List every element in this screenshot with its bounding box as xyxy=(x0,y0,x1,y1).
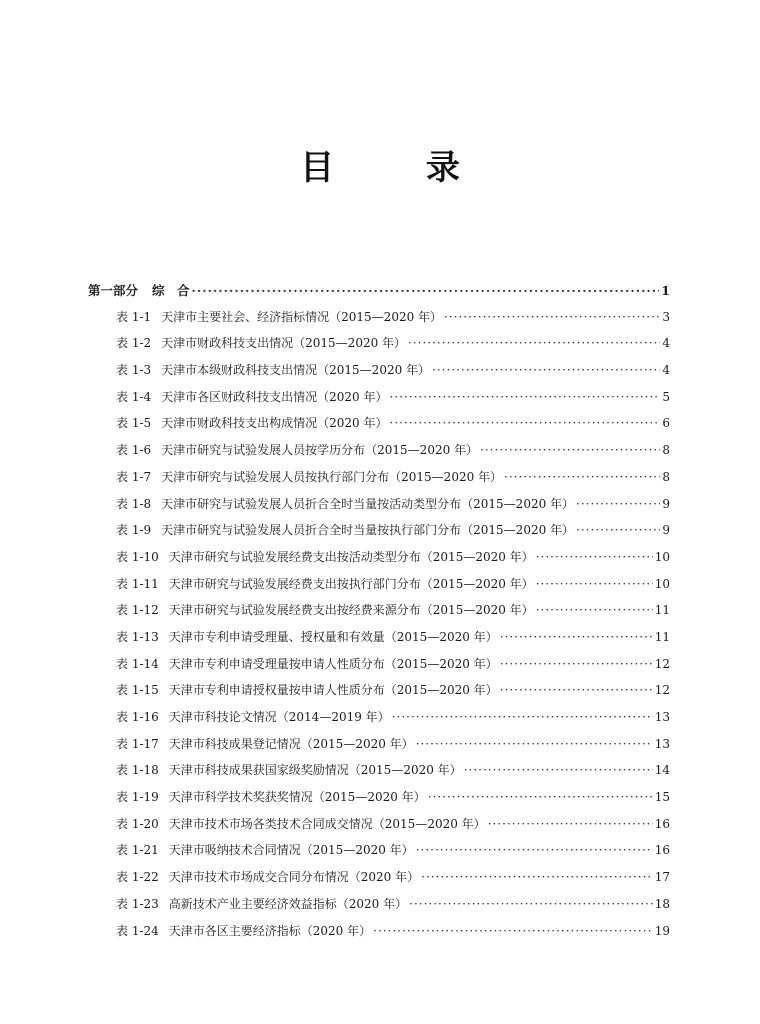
entry-page: 3 xyxy=(662,309,670,324)
entry-page: 9 xyxy=(662,523,670,538)
toc-entry[interactable] xyxy=(88,895,670,922)
toc-section[interactable] xyxy=(88,281,670,308)
entry-page: 10 xyxy=(654,549,670,564)
dot-leader xyxy=(432,363,660,377)
dot-leader xyxy=(488,817,653,831)
entry-label: 表 1-22 xyxy=(116,870,159,885)
entry-title: 天津市专利申请授权量按申请人性质分布（2015—2020 年） xyxy=(168,683,498,698)
entry-label: 表 1-6 xyxy=(116,443,152,458)
entry-title: 天津市财政科技支出情况（2015—2020 年） xyxy=(161,336,407,351)
toc-entry[interactable] xyxy=(88,788,670,815)
entry-title: 天津市技术市场各类技术合同成交情况（2015—2020 年） xyxy=(168,816,486,831)
toc-entry[interactable] xyxy=(88,922,670,949)
dot-leader xyxy=(500,657,653,671)
dot-leader xyxy=(390,390,661,404)
dot-leader xyxy=(464,763,653,777)
toc-entry[interactable] xyxy=(88,548,670,575)
toc-entry[interactable] xyxy=(88,361,670,388)
entry-title: 天津市研究与试验发展人员按执行部门分布（2015—2020 年） xyxy=(161,469,503,484)
entry-label: 表 1-8 xyxy=(116,496,152,511)
entry-label: 表 1-21 xyxy=(116,843,159,858)
entry-label: 表 1-18 xyxy=(116,763,159,778)
toc-entry[interactable] xyxy=(88,628,670,655)
entry-label: 表 1-5 xyxy=(116,416,152,431)
entry-page: 18 xyxy=(654,896,670,911)
toc-entry[interactable] xyxy=(88,495,670,522)
entry-title: 天津市吸纳技术合同情况（2015—2020 年） xyxy=(168,843,414,858)
toc-entry[interactable] xyxy=(88,761,670,788)
dot-leader xyxy=(390,416,661,430)
entry-title: 天津市各区主要经济指标（2020 年） xyxy=(168,923,372,938)
entry-label: 表 1-13 xyxy=(116,629,159,644)
entry-title: 天津市研究与试验发展经费支出按执行部门分布（2015—2020 年） xyxy=(168,576,534,591)
entry-label: 表 1-17 xyxy=(116,736,159,751)
entry-page: 13 xyxy=(654,710,670,724)
dot-leader xyxy=(408,336,660,350)
section-title: 综 合 xyxy=(152,283,190,298)
toc-entry[interactable] xyxy=(88,308,670,335)
entry-label: 表 1-23 xyxy=(116,896,159,911)
entry-label: 表 1-14 xyxy=(116,656,159,671)
toc-entry[interactable] xyxy=(88,815,670,842)
entry-label: 表 1-20 xyxy=(116,816,159,831)
dot-leader xyxy=(192,283,660,298)
entry-page: 4 xyxy=(662,363,670,378)
entry-title: 天津市专利申请受理量按申请人性质分布（2015—2020 年） xyxy=(168,656,498,671)
toc-entry[interactable] xyxy=(88,414,670,441)
entry-page: 8 xyxy=(662,443,670,458)
entry-page: 14 xyxy=(654,763,670,778)
entry-page: 19 xyxy=(654,923,670,938)
entry-label: 表 1-10 xyxy=(116,549,159,564)
page-title: 目 录 xyxy=(300,148,500,188)
entry-title: 天津市研究与试验发展经费支出按活动类型分布（2015—2020 年） xyxy=(168,549,534,564)
entry-title: 天津市研究与试验发展人员按学历分布（2015—2020 年） xyxy=(161,443,479,458)
entry-label: 表 1-19 xyxy=(116,790,159,805)
entry-title: 天津市科技成果获国家级奖励情况（2015—2020 年） xyxy=(168,763,462,778)
entry-page: 8 xyxy=(662,469,670,484)
entry-title: 天津市研究与试验发展人员折合全时当量按活动类型分布（2015—2020 年） xyxy=(161,496,575,511)
section-label: 第一部分 xyxy=(88,283,139,298)
toc-entry[interactable] xyxy=(88,708,670,735)
dot-leader xyxy=(500,630,653,644)
entry-label: 表 1-9 xyxy=(116,523,152,538)
entry-page: 10 xyxy=(654,576,670,591)
dot-leader xyxy=(416,843,653,857)
dot-leader xyxy=(536,550,653,564)
entry-title: 天津市科技成果登记情况（2015—2020 年） xyxy=(168,736,414,751)
entry-label: 表 1-24 xyxy=(116,923,159,938)
entry-title: 天津市研究与试验发展人员折合全时当量按执行部门分布（2015—2020 年） xyxy=(161,523,575,538)
dot-leader xyxy=(409,897,653,911)
dot-leader xyxy=(428,790,653,804)
toc-entry[interactable] xyxy=(88,601,670,628)
entry-label: 表 1-3 xyxy=(116,363,152,378)
dot-leader xyxy=(392,710,653,724)
toc-entry[interactable] xyxy=(88,388,670,415)
toc-entry[interactable] xyxy=(88,468,670,495)
entry-page: 16 xyxy=(654,816,670,831)
entry-page: 5 xyxy=(662,389,670,404)
dot-leader xyxy=(421,870,653,884)
entry-page: 6 xyxy=(662,416,670,431)
toc-entry[interactable] xyxy=(88,655,670,682)
entry-page: 17 xyxy=(654,870,670,885)
entry-title: 天津市财政科技支出构成情况（2020 年） xyxy=(161,416,388,431)
entry-page: 11 xyxy=(654,629,670,644)
entry-title: 天津市技术市场成交合同分布情况（2020 年） xyxy=(168,870,420,885)
dot-leader xyxy=(576,497,660,511)
dot-leader xyxy=(576,523,660,537)
dot-leader xyxy=(536,603,653,617)
entry-title: 天津市科技论文情况（2014—2019 年） xyxy=(168,710,390,724)
entry-title: 高新技术产业主要经济效益指标（2020 年） xyxy=(168,896,408,911)
entry-title: 天津市主要社会、经济指标情况（2015—2020 年） xyxy=(161,309,443,324)
toc-entry[interactable] xyxy=(88,735,670,762)
entry-page: 12 xyxy=(654,656,670,671)
entry-page: 9 xyxy=(662,496,670,511)
entry-label: 表 1-16 xyxy=(116,710,159,724)
dot-leader xyxy=(444,310,660,324)
toc-entry[interactable] xyxy=(88,575,670,602)
toc-entry[interactable] xyxy=(88,441,670,468)
entry-label: 表 1-1 xyxy=(116,309,152,324)
dot-leader xyxy=(373,924,653,938)
entry-page: 16 xyxy=(654,843,670,858)
toc-entry[interactable] xyxy=(88,681,670,708)
entry-title: 天津市专利申请受理量、授权量和有效量（2015—2020 年） xyxy=(168,629,498,644)
toc-entry[interactable] xyxy=(88,334,670,361)
toc-entry[interactable] xyxy=(88,868,670,895)
dot-leader xyxy=(416,737,653,751)
entry-title: 天津市科学技术奖获奖情况（2015—2020 年） xyxy=(168,790,426,805)
dot-leader xyxy=(536,577,653,591)
entry-title: 天津市研究与试验发展经费支出按经费来源分布（2015—2020 年） xyxy=(168,603,534,618)
dot-leader xyxy=(504,470,660,484)
dot-leader xyxy=(480,443,660,457)
table-of-contents xyxy=(88,281,670,948)
entry-label: 表 1-12 xyxy=(116,603,159,618)
toc-entry[interactable] xyxy=(88,841,670,868)
toc-entry[interactable] xyxy=(88,521,670,548)
entry-page: 4 xyxy=(662,336,670,351)
entry-page: 11 xyxy=(654,603,670,618)
entry-page: 15 xyxy=(654,790,670,805)
entry-title: 天津市各区财政科技支出情况（2020 年） xyxy=(161,389,388,404)
entry-label: 表 1-2 xyxy=(116,336,152,351)
entry-title: 天津市本级财政科技支出情况（2015—2020 年） xyxy=(161,363,431,378)
section-page: 1 xyxy=(661,283,670,298)
entry-label: 表 1-15 xyxy=(116,683,159,698)
entry-page: 12 xyxy=(654,683,670,698)
dot-leader xyxy=(500,683,653,697)
entry-page: 13 xyxy=(654,736,670,751)
entry-label: 表 1-11 xyxy=(116,576,159,591)
entry-label: 表 1-4 xyxy=(116,389,152,404)
entry-label: 表 1-7 xyxy=(116,469,152,484)
